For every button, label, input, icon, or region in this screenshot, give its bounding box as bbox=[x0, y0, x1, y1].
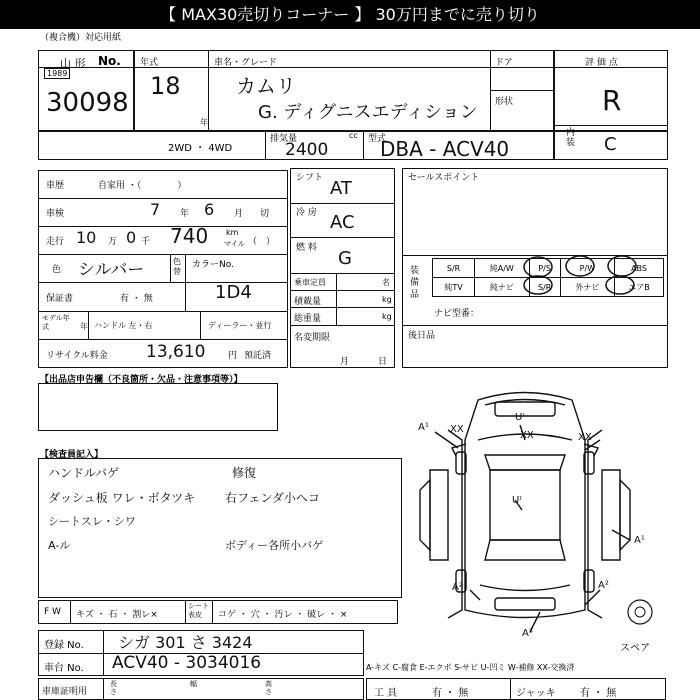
inspection-year: 7 bbox=[150, 200, 161, 219]
mileage-man: 10 bbox=[76, 228, 97, 247]
name-change-label: 名変期限 bbox=[294, 333, 331, 343]
spare-label: スペア bbox=[620, 643, 650, 654]
shape-label: 形状 bbox=[495, 97, 514, 107]
inspector-line-4: A-ル bbox=[48, 539, 71, 552]
shift-value: AT bbox=[330, 178, 352, 199]
year-unit: 年 bbox=[200, 118, 208, 127]
inspection-month-unit: 月 bbox=[234, 209, 244, 219]
chassis-label: 車台 No. bbox=[44, 663, 84, 674]
reg-label: 登録 No. bbox=[44, 640, 84, 651]
name-label: 車名・グレード bbox=[214, 58, 278, 68]
recycle-value: 13,610 bbox=[146, 342, 206, 362]
mark-xx-front-left: XX bbox=[450, 424, 464, 435]
eq-sr: S/R bbox=[433, 259, 475, 278]
inspector-right-2: 右フェンダ小ヘコ bbox=[225, 491, 320, 505]
model-year-label: モデル年式 bbox=[42, 314, 70, 331]
eq-tv: 純TV bbox=[433, 278, 475, 297]
jack-label: ジャッキ bbox=[516, 688, 556, 699]
fw-label: F W bbox=[44, 607, 61, 617]
mileage-sen-unit: 千 bbox=[141, 237, 151, 247]
gross-unit: kg bbox=[382, 312, 392, 321]
warranty-value: 有 ・ 無 bbox=[120, 294, 153, 304]
interior-value: C bbox=[604, 134, 617, 155]
seat-label: シート表皮 bbox=[188, 602, 209, 619]
mark-u-top: Uᶦ bbox=[515, 412, 525, 423]
load-label: 積載量 bbox=[294, 297, 322, 307]
mark-xx-right: XX bbox=[578, 432, 592, 443]
eq-pw: P/W bbox=[560, 259, 614, 278]
ac-label: 冷 房 bbox=[296, 208, 317, 218]
cert-label: 車庫証明用 bbox=[42, 687, 88, 697]
drive-label: 2WD ・ 4WD bbox=[168, 143, 233, 154]
warranty-label: 保証書 bbox=[46, 294, 74, 304]
year-label: 年式 bbox=[140, 58, 159, 68]
color-no-value: 1D4 bbox=[215, 282, 252, 303]
jack-value: 有 ・ 無 bbox=[580, 688, 617, 699]
mark-a3-bottom: A³ bbox=[522, 628, 533, 639]
mark-a2-right: A² bbox=[598, 580, 609, 591]
capacity-unit: 名 bbox=[382, 278, 390, 287]
mileage-man-unit: 万 bbox=[108, 237, 118, 247]
color-change-label: 色替 bbox=[173, 257, 181, 276]
mileage-unit-km: km bbox=[226, 228, 239, 237]
mark-a2-left: A² bbox=[452, 582, 463, 593]
disp-value: 2400 bbox=[285, 140, 329, 160]
height-label: 高さ bbox=[265, 680, 272, 696]
mark-xx-top: XX bbox=[520, 430, 534, 441]
fw-value: キズ ・ 石 ・ 割レ× bbox=[76, 610, 158, 620]
lot-year-stamp: 1989 bbox=[44, 68, 70, 79]
width-label: 幅 bbox=[190, 680, 197, 688]
disp-unit: cc bbox=[349, 131, 358, 140]
recycle-deposit: 預託済 bbox=[244, 351, 272, 361]
eq-navi: 純ナビ bbox=[475, 278, 530, 297]
door-label: ドア bbox=[495, 58, 513, 68]
inspection-suffix: 切 bbox=[260, 209, 270, 219]
gross-label: 総重量 bbox=[294, 314, 322, 324]
inspection-label: 車検 bbox=[46, 209, 65, 219]
car-name: カムリ bbox=[236, 74, 296, 98]
legend: A-キズ C-腐食 E-エクボ S-サビ U-凹ミ W-補修 XX-交換済 bbox=[366, 663, 575, 672]
inspector-right-3: ボディー各所小バゲ bbox=[225, 539, 324, 552]
length-label: 長さ bbox=[110, 680, 117, 696]
inspector-right-1: 修復 bbox=[232, 466, 257, 480]
inspector-line-1: ハンドルバゲ bbox=[48, 466, 120, 480]
mileage-value: 740 bbox=[170, 224, 209, 248]
recycle-label: リサイクル料金 bbox=[46, 351, 108, 361]
fuel-value: G bbox=[338, 248, 352, 269]
lot-venue: 山 形 bbox=[60, 57, 86, 70]
inspector-title: 【検査員記入】 bbox=[40, 450, 104, 460]
car-grade: G. ディグニスエディション bbox=[258, 102, 478, 123]
nav-label: ナビ型番： bbox=[434, 309, 480, 319]
tools-label: 工 具 bbox=[374, 688, 398, 699]
afterparts-label: 後日品 bbox=[408, 331, 436, 341]
eq-ps: P/S bbox=[529, 259, 560, 278]
recycle-unit: 円 bbox=[228, 351, 238, 361]
ac-value: AC bbox=[330, 212, 355, 233]
reg-value: シガ 301 さ 3424 bbox=[118, 633, 253, 652]
inspector-line-3: シートスレ・シワ bbox=[48, 515, 136, 528]
mark-u-center: Uᶦ bbox=[512, 495, 522, 506]
mileage-unit-mile: マイル bbox=[224, 240, 245, 248]
banner-title: 【 MAX30売切りコーナー 】 30万円までに売り切り bbox=[0, 0, 700, 29]
model-year-unit: 年 bbox=[80, 322, 88, 331]
mark-a-right: A¹ bbox=[634, 535, 645, 546]
score-value: R bbox=[602, 84, 622, 117]
eq-sr2: S/R bbox=[529, 278, 560, 297]
mileage-label: 走行 bbox=[46, 237, 65, 247]
handle-label: ハンドル 左・右 bbox=[94, 321, 153, 330]
name-change-month: 月 bbox=[340, 357, 350, 367]
history-value: 自家用 ・（ ） bbox=[98, 181, 187, 191]
capacity-label: 乗車定員 bbox=[294, 278, 326, 287]
mileage-sen: 0 bbox=[126, 228, 137, 247]
eq-extnavi: 外ナビ bbox=[560, 278, 614, 297]
interior-label: 内装 bbox=[566, 128, 576, 148]
sales-title: セールスポイント bbox=[408, 173, 480, 183]
model-label: 型式 bbox=[368, 134, 387, 144]
color-no-label: カラーNo. bbox=[192, 260, 234, 270]
disp-label: 排気量 bbox=[270, 134, 298, 144]
fuel-label: 燃 料 bbox=[296, 243, 317, 253]
chassis-value: ACV40 - 3034016 bbox=[112, 653, 262, 673]
eq-aw: 純A/W bbox=[475, 259, 530, 278]
eq-airbag: エアB bbox=[615, 278, 664, 297]
seat-value: コゲ ・ 穴 ・ 汚レ ・ 破レ ・ × bbox=[218, 610, 348, 620]
shift-label: シフト bbox=[296, 173, 324, 183]
load-unit: kg bbox=[382, 295, 392, 304]
year-value: 18 bbox=[150, 72, 181, 100]
history-label: 車歴 bbox=[46, 181, 65, 191]
inspection-year-unit: 年 bbox=[180, 209, 190, 219]
score-label: 評 価 点 bbox=[585, 58, 618, 68]
seller-notes-title: 【出品店申告欄（不良箇所・欠品・注意事項等）】 bbox=[40, 375, 243, 385]
dealer-label: ディーラー・並行 bbox=[208, 321, 272, 330]
mileage-paren: （ ） bbox=[248, 237, 276, 247]
paper-note: （複合機）対応用紙 bbox=[40, 33, 122, 43]
name-change-day: 日 bbox=[378, 357, 388, 367]
color-label: 色 bbox=[52, 265, 62, 275]
lot-number: 30098 bbox=[46, 88, 129, 118]
equipment-label: 装備品 bbox=[410, 266, 420, 300]
color-value: シルバー bbox=[78, 260, 145, 280]
inspector-line-2: ダッシュ板 ワレ・ボタツキ bbox=[48, 491, 196, 505]
tools-value: 有 ・ 無 bbox=[432, 688, 469, 699]
mark-a-front-left: A¹ bbox=[418, 422, 429, 433]
eq-abs: ABS bbox=[615, 259, 664, 278]
inspection-month: 6 bbox=[204, 200, 215, 219]
model-value: DBA - ACV40 bbox=[380, 137, 510, 161]
lot-label: No. bbox=[98, 54, 121, 68]
